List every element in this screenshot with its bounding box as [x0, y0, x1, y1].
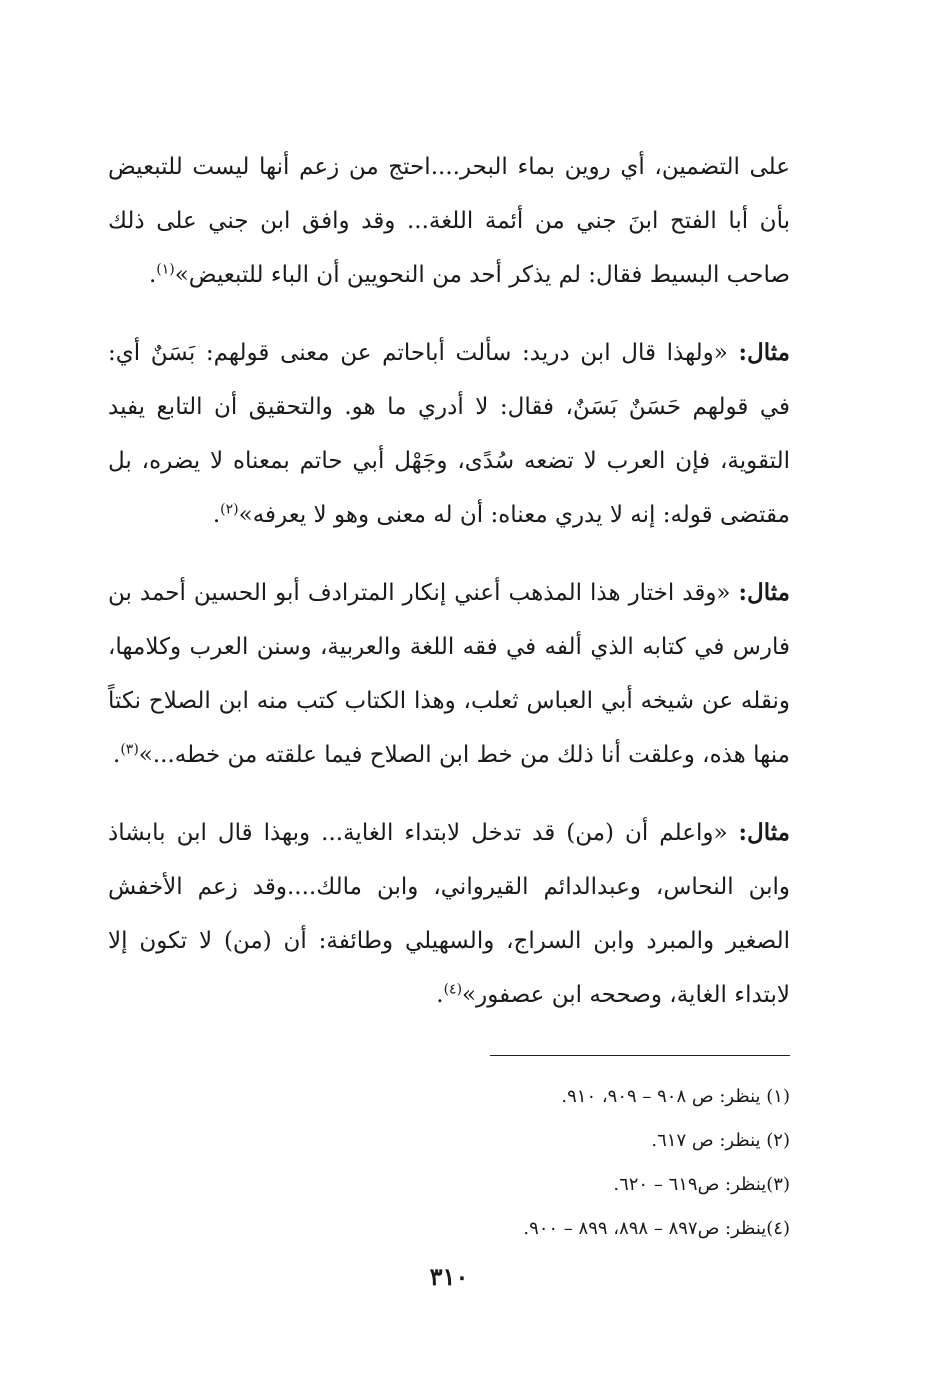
paragraph-2-end: .	[212, 502, 221, 528]
paragraph-4	[108, 806, 790, 1022]
footnote-divider	[490, 1055, 790, 1056]
paragraph-1-end: .	[148, 262, 157, 288]
footnotes	[108, 1075, 790, 1251]
paragraph-3-label: مثال:	[738, 579, 790, 606]
paragraph-4-text: «واعلم أن (من) قد تدخل لابتداء الغاية... وبهذا قال ابن بابشاذ وابن النحاس، وعبدالدائم القيرواني، وابن مالك....وقد زعم الأخفش الصغير والمبرد وابن السراج، والسهيلي وطائفة: أن (من) لا تكون إلا لابتداء الغاية، وصححه ابن عصفور»	[108, 820, 790, 1008]
paragraph-2-text: «ولهذا قال ابن دريد: سألت أباحاتم عن معنى قولهم: بَسَنٌ أي: في قولهم حَسَنٌ بَسَنٌ، فقال: لا أدري ما هو. والتحقيق أن التابع يفيد التقوية، فإن العرب لا تضعه سُدًى، وجَهْل أبي حاتم بمعناه لا يضره، بل مقتضى قوله: إنه لا يدري معناه: أن له معنى وهو لا يعرفه»	[108, 340, 790, 528]
paragraph-3-text: «وقد اختار هذا المذهب أعني إنكار المترادف أبو الحسين أحمد بن فارس في كتابه الذي ألفه في فقه اللغة والعربية، وسنن العرب وكلامها، ونقله عن شيخه أبي العباس ثعلب، وهذا الكتاب كتب منه ابن الصلاح نكتاً منها هذه، وعلقت أنا ذلك من خط ابن الصلاح فيما علقته من خطه...»	[108, 580, 790, 768]
paragraph-3	[108, 566, 790, 782]
footnote-2: (٢) ينظر: ص ٦١٧.	[651, 1130, 790, 1151]
paragraph-2	[108, 326, 790, 542]
footnote-3: (٣)ينظر: ص٦١٩ – ٦٢٠.	[613, 1174, 790, 1195]
paragraph-1	[108, 140, 790, 302]
book-page	[108, 140, 790, 1340]
page-number: ٣١٠	[429, 1262, 469, 1291]
paragraph-2-label: مثال:	[738, 339, 790, 366]
footnote-ref-2[interactable]: (٢)	[220, 501, 239, 518]
footnote-ref-1[interactable]: (١)	[156, 261, 175, 278]
footnote-1: (١) ينظر: ص ٩٠٨ – ٩٠٩، ٩١٠.	[561, 1086, 790, 1107]
paragraph-4-end: .	[436, 982, 444, 1008]
footnote-ref-4[interactable]: (٤)	[443, 981, 463, 998]
paragraph-3-end: .	[113, 742, 121, 768]
paragraph-1-text: على التضمين، أي روين بماء البحر....احتج من زعم أنها ليست للتبعيض بأن أبا الفتح ابنَ جني من أئمة اللغة... وقد وافق ابن جني على ذلك صاحب البسيط فقال: لم يذكر أحد من النحويين أن الباء للتبعيض»	[108, 154, 790, 288]
footnote-4: (٤)ينظر: ص٨٩٧ – ٨٩٨، ٨٩٩ – ٩٠٠.	[523, 1218, 790, 1239]
paragraph-4-label: مثال:	[738, 819, 790, 846]
footnote-ref-3[interactable]: (٣)	[120, 741, 139, 758]
